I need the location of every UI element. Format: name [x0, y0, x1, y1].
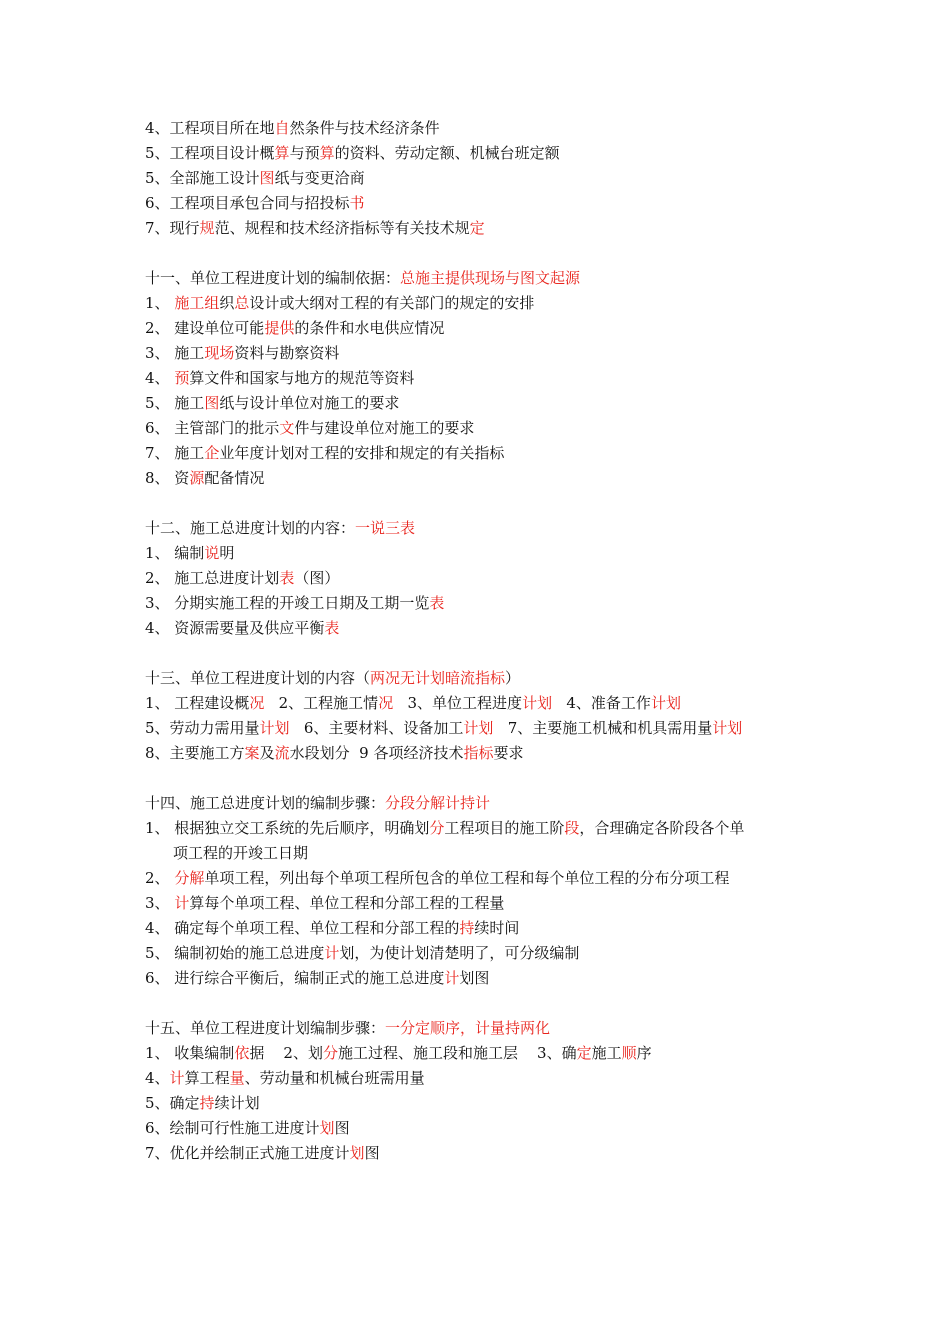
- text-line: [145, 366, 825, 391]
- plain-text: 十三、单位工程进度计划的内容（: [145, 669, 371, 687]
- highlight-text: 案: [244, 744, 260, 762]
- section-gap: [145, 241, 825, 266]
- plain-text: 要求: [493, 744, 524, 762]
- highlight-text: 书: [349, 194, 365, 212]
- highlight-text: 图: [204, 394, 220, 412]
- highlight-text: 流: [274, 744, 290, 762]
- highlight-text: 段: [564, 819, 580, 837]
- text-line: [145, 1091, 825, 1116]
- plain-text: 3、单位工程进度: [393, 694, 523, 712]
- text-line: [145, 141, 825, 166]
- highlight-text: 计划: [463, 719, 494, 737]
- plain-text: 与预: [289, 144, 320, 162]
- plain-text: 十一、单位工程进度计划的编制依据：: [145, 269, 401, 287]
- text-line: [145, 391, 825, 416]
- plain-text: ）: [505, 669, 521, 687]
- plain-text: 的资料、劳动定额、机械台班定额: [334, 144, 560, 162]
- plain-text: 施工: [591, 1044, 622, 1062]
- plain-text: 序: [636, 1044, 652, 1062]
- highlight-text: 计划: [522, 694, 553, 712]
- highlight-text: 图: [259, 169, 275, 187]
- plain-text: 8、 资: [145, 469, 190, 487]
- highlight-text: 企: [204, 444, 220, 462]
- highlight-text: 总施主提供现场与图文起源: [400, 269, 581, 287]
- plain-text: 1、 编制: [145, 544, 205, 562]
- plain-text: 的条件和水电供应情况: [294, 319, 445, 337]
- highlight-text: 分解: [174, 869, 205, 887]
- highlight-text: 算: [319, 144, 335, 162]
- plain-text: 续计划: [214, 1094, 260, 1112]
- text-line: [145, 291, 825, 316]
- text-line: [145, 716, 825, 741]
- plain-text: 6、工程项目承包合同与招投标: [145, 194, 350, 212]
- highlight-text: 两况无计划暗流指标: [370, 669, 506, 687]
- plain-text: 业年度计划对工程的安排和规定的有关指标: [219, 444, 505, 462]
- section-gap: [145, 991, 825, 1016]
- text-line: [145, 866, 825, 891]
- highlight-text: 计划: [259, 719, 290, 737]
- plain-text: 1、 根据独立交工系统的先后顺序，明确划: [145, 819, 430, 837]
- text-line: [145, 916, 825, 941]
- highlight-text: 表: [429, 594, 445, 612]
- plain-text: 2、 建设单位可能: [145, 319, 265, 337]
- document-page: [145, 116, 825, 1166]
- highlight-text: 分: [322, 1044, 338, 1062]
- text-line: [145, 316, 825, 341]
- plain-text: 6、 进行综合平衡后，编制正式的施工总进度: [145, 969, 445, 987]
- plain-text: 7、优化并绘制正式施工进度计: [145, 1144, 350, 1162]
- highlight-text: 况: [249, 694, 265, 712]
- highlight-text: 计: [324, 944, 340, 962]
- highlight-text: 计: [174, 894, 190, 912]
- plain-text: 件与建设单位对施工的要求: [294, 419, 475, 437]
- plain-text: 十五、单位工程进度计划编制步骤：: [145, 1019, 386, 1037]
- plain-text: 图: [364, 1144, 380, 1162]
- highlight-text: 说: [204, 544, 220, 562]
- highlight-text: 规: [199, 219, 215, 237]
- plain-text: 7、 施工: [145, 444, 205, 462]
- section-gap: [145, 641, 825, 666]
- highlight-text: 一说三表: [355, 519, 416, 537]
- highlight-text: 分段分解计持计: [385, 794, 491, 812]
- plain-text: 单项工程，列出每个单项工程所包含的单位工程和每个单位工程的分布分项工程: [204, 869, 730, 887]
- text-line: [145, 1141, 825, 1166]
- plain-text: 6、主要材料、设备加工: [289, 719, 464, 737]
- section-heading: [145, 1016, 825, 1041]
- plain-text: 及: [259, 744, 275, 762]
- highlight-text: 计: [169, 1069, 185, 1087]
- highlight-text: 顺: [621, 1044, 637, 1062]
- text-line: [145, 441, 825, 466]
- plain-text: 5、劳动力需用量: [145, 719, 260, 737]
- plain-text: 明: [219, 544, 235, 562]
- plain-text: 5、工程项目设计概: [145, 144, 275, 162]
- text-line: [145, 341, 825, 366]
- highlight-text: 计划: [712, 719, 743, 737]
- text-line: [145, 216, 825, 241]
- plain-text: 7、主要施工机械和机具需用量: [493, 719, 713, 737]
- plain-text: 2、 施工总进度计划: [145, 569, 280, 587]
- plain-text: 项工程的开竣工日期: [173, 844, 309, 862]
- text-line: [145, 1116, 825, 1141]
- plain-text: 织: [219, 294, 235, 312]
- plain-text: 纸与设计单位对施工的要求: [219, 394, 400, 412]
- section-heading: [145, 266, 825, 291]
- plain-text: 4、工程项目所在地: [145, 119, 275, 137]
- plain-text: 据 2、划: [249, 1044, 323, 1062]
- section-heading: [145, 791, 825, 816]
- highlight-text: 现场: [204, 344, 235, 362]
- highlight-text: 表: [324, 619, 340, 637]
- plain-text: （图）: [294, 569, 340, 587]
- highlight-text: 定: [469, 219, 485, 237]
- plain-text: 施工过程、施工段和施工层 3、确: [337, 1044, 577, 1062]
- text-line: [145, 741, 825, 766]
- plain-text: 3、 分期实施工程的开竣工日期及工期一览: [145, 594, 430, 612]
- text-line: [145, 941, 825, 966]
- highlight-text: 划: [319, 1119, 335, 1137]
- text-line: [145, 466, 825, 491]
- highlight-text: 量: [229, 1069, 245, 1087]
- plain-text: 4、准备工作: [552, 694, 651, 712]
- plain-text: 资料与勘察资料: [234, 344, 340, 362]
- highlight-text: 持: [199, 1094, 215, 1112]
- highlight-text: 算: [274, 144, 290, 162]
- plain-text: 划，为使计划清楚明了，可分级编制: [339, 944, 580, 962]
- highlight-text: 预: [174, 369, 190, 387]
- plain-text: 配备情况: [204, 469, 265, 487]
- plain-text: 8、主要施工方: [145, 744, 245, 762]
- text-line: [145, 416, 825, 441]
- plain-text: 1、: [145, 294, 175, 312]
- text-line: [145, 1066, 825, 1091]
- plain-text: 5、全部施工设计: [145, 169, 260, 187]
- plain-text: 4、 确定每个单项工程、单位工程和分部工程的: [145, 919, 460, 937]
- plain-text: 十四、施工总进度计划的编制步骤：: [145, 794, 386, 812]
- plain-text: 2、工程施工情: [264, 694, 379, 712]
- plain-text: 6、 主管部门的批示: [145, 419, 280, 437]
- plain-text: 4、: [145, 369, 175, 387]
- text-line: [145, 591, 825, 616]
- plain-text: 3、 施工: [145, 344, 205, 362]
- plain-text: 2、: [145, 869, 175, 887]
- highlight-text: 源: [189, 469, 205, 487]
- plain-text: 算每个单项工程、单位工程和分部工程的工程量: [189, 894, 505, 912]
- highlight-text: 施工组: [174, 294, 220, 312]
- plain-text: 4、 资源需要量及供应平衡: [145, 619, 325, 637]
- text-line: [145, 566, 825, 591]
- plain-text: 、劳动量和机械台班需用量: [244, 1069, 425, 1087]
- text-line: [145, 1041, 825, 1066]
- plain-text: 然条件与技术经济条件: [289, 119, 440, 137]
- highlight-text: 分: [429, 819, 445, 837]
- plain-text: 设计或大纲对工程的有关部门的规定的安排: [249, 294, 535, 312]
- section-gap: [145, 766, 825, 791]
- highlight-text: 一分定顺序，计量持两化: [385, 1019, 551, 1037]
- highlight-text: 划: [349, 1144, 365, 1162]
- plain-text: 纸与变更洽商: [274, 169, 365, 187]
- text-line: [145, 841, 825, 866]
- plain-text: 5、 编制初始的施工总进度: [145, 944, 325, 962]
- highlight-text: 文: [279, 419, 295, 437]
- text-line: [145, 891, 825, 916]
- highlight-text: 自: [274, 119, 290, 137]
- highlight-text: 提供: [264, 319, 295, 337]
- plain-text: 5、确定: [145, 1094, 200, 1112]
- plain-text: 十二、施工总进度计划的内容：: [145, 519, 356, 537]
- text-line: [145, 541, 825, 566]
- plain-text: 水段划分 9 各项经济技术: [289, 744, 464, 762]
- plain-text: 1、 收集编制: [145, 1044, 235, 1062]
- highlight-text: 依: [234, 1044, 250, 1062]
- highlight-text: 总: [234, 294, 250, 312]
- plain-text: 算工程: [184, 1069, 230, 1087]
- text-line: [145, 816, 825, 841]
- text-line: [145, 966, 825, 991]
- plain-text: 图: [334, 1119, 350, 1137]
- plain-text: 算文件和国家与地方的规范等资料: [189, 369, 415, 387]
- highlight-text: 表: [279, 569, 295, 587]
- text-line: [145, 116, 825, 141]
- plain-text: 3、: [145, 894, 175, 912]
- text-line: [145, 616, 825, 641]
- highlight-text: 持: [459, 919, 475, 937]
- text-line: [145, 691, 825, 716]
- plain-text: 5、 施工: [145, 394, 205, 412]
- plain-text: 工程项目的施工阶: [444, 819, 565, 837]
- plain-text: 1、 工程建设概: [145, 694, 250, 712]
- highlight-text: 定: [576, 1044, 592, 1062]
- text-line: [145, 166, 825, 191]
- plain-text: 划图: [459, 969, 490, 987]
- plain-text: ，合理确定各阶段各个单: [579, 819, 745, 837]
- text-line: [145, 191, 825, 216]
- plain-text: 7、现行: [145, 219, 200, 237]
- plain-text: 续时间: [474, 919, 520, 937]
- section-heading: [145, 666, 825, 691]
- highlight-text: 况: [378, 694, 394, 712]
- highlight-text: 指标: [463, 744, 494, 762]
- highlight-text: 计: [444, 969, 460, 987]
- section-heading: [145, 516, 825, 541]
- highlight-text: 计划: [650, 694, 681, 712]
- section-gap: [145, 491, 825, 516]
- plain-text: 6、绘制可行性施工进度计: [145, 1119, 320, 1137]
- plain-text: 4、: [145, 1069, 170, 1087]
- plain-text: 范、规程和技术经济指标等有关技术规: [214, 219, 470, 237]
